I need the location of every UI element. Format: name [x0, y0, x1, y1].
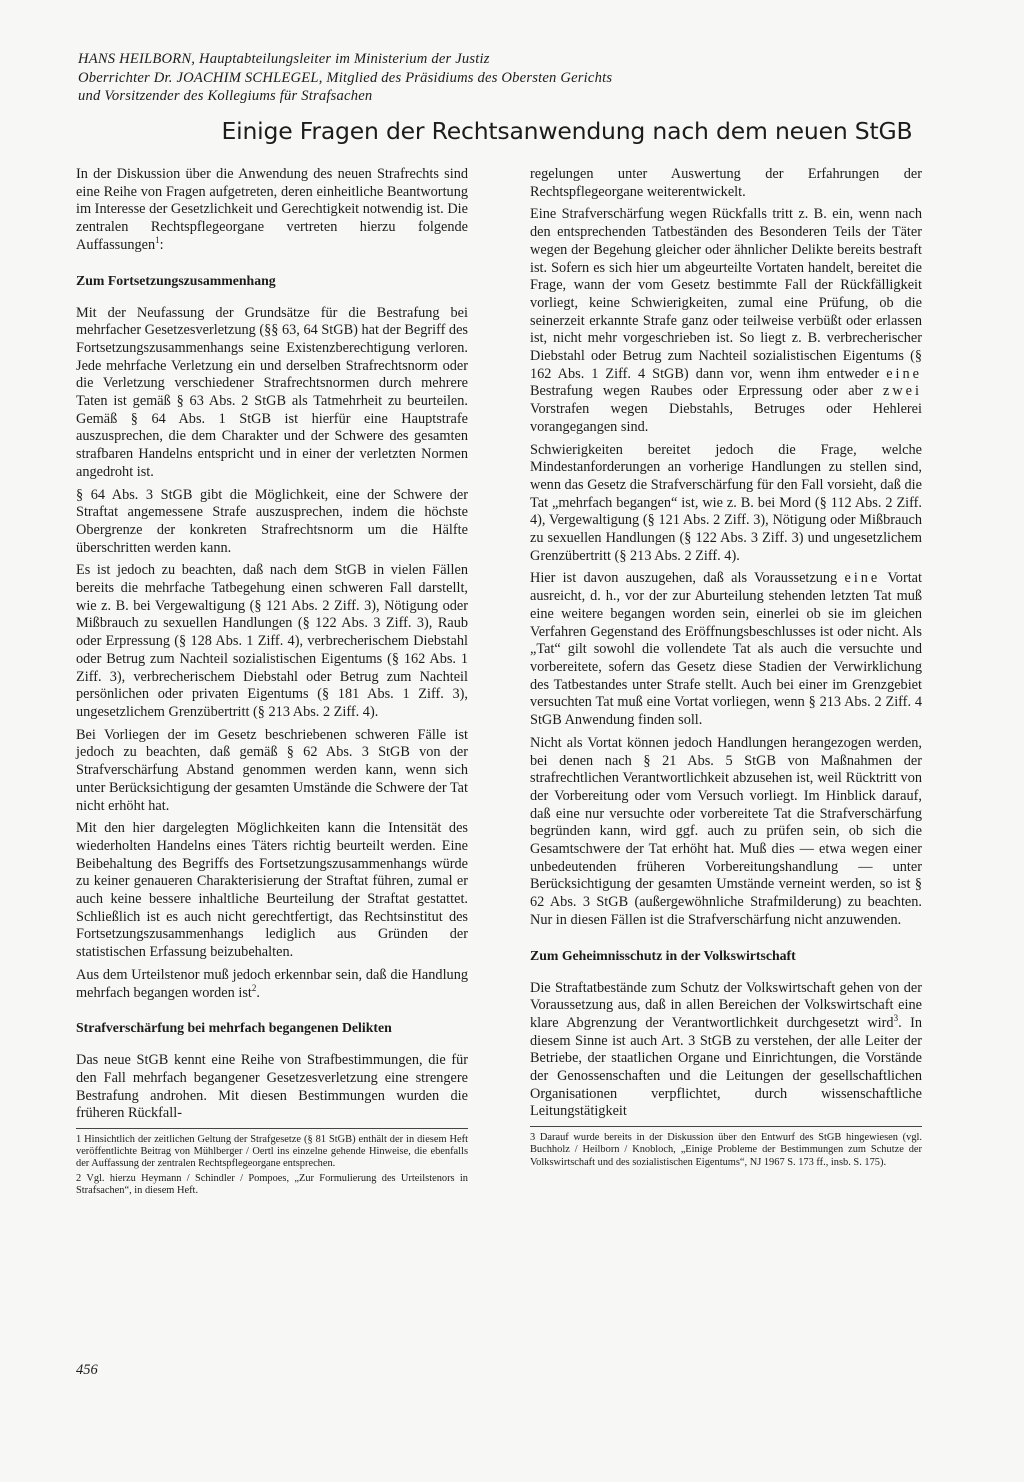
paragraph: Mit den hier dargelegten Möglichkeiten kann die Intensität des wiederholten Handelns eines Täters richtig beurteilt werden. Eine Beibehaltung des Begriffs des Fortsetzungszusammenhangs würde zu keiner genaueren Charakterisierung der Straftat führen, zumal er auch keine bessere inhaltliche Beurteilung der Straftat gestattet. Schließlich ist es auch nicht gerechtfertigt, das Rechtsinstitut des Fortsetzungszusammenhangs lediglich aus Gründen der statistischen Erfassung beizubehalten. — [76, 820, 468, 961]
right-column — [530, 166, 922, 1171]
section-heading-geheimnisschutz: Zum Geheimnisschutz in der Volkswirtschaft — [530, 947, 796, 963]
footnote-ref-1: 1 — [155, 235, 160, 246]
paragraph: Mit der Neufassung der Grundsätze für die Bestrafung bei mehrfacher Gesetzesverletzung (§§ 63, 64 StGB) hat der Begriff des Fortsetzungszusammenhangs seine Existenzberechtigung verloren. Jede mehrfache Verletzung ein und derselben Strafrechtsnorm oder die Verletzung verschiedener Strafrechtsnormen durch mehrere Taten ist gemäß § 63 Abs. 2 StGB als Tatmehrheit zu beurteilen. Gemäß § 64 Abs. 1 StGB ist hierfür eine Hauptstrafe auszusprechen, die dem Charakter und der Schwere des gesamten strafbaren Handelns entspricht und in einer der verletzten Normen angedroht ist. — [76, 304, 468, 480]
page-number: 456 — [76, 1362, 98, 1378]
paragraph: § 64 Abs. 3 StGB gibt die Möglichkeit, eine der Schwere der Straftat angemessene Strafe auszusprechen, indem die höchste Obergrenze der konkreten Strafrechtsnorm um die Hälfte überschritten werden kann. — [76, 486, 468, 556]
paragraph: Hier ist davon auszugehen, daß als Voraussetzung eine Vortat ausreicht, d. h., vor der zur Aburteilung stehenden letzten Tat muß eine weitere begangen worden sein, einerlei ob sie im gleichen Verfahren Gegenstand des Eröffnungsbeschlusses ist oder nicht. Als „Tat“ gilt sowohl die vollendete Tat als auch die versuchte und vorbereitete, sofern das Gesetz diese Stadien der Verwirklichung des Tatbestandes unter Strafe stellt. Auch bei einer im Grenzgebiet versuchten Tat muß eine Vortat vorliegen, wenn § 213 Abs. 2 Ziff. 4 StGB Anwendung finden soll. — [530, 570, 922, 729]
footnote-divider — [530, 1126, 922, 1127]
paragraph: Eine Strafverschärfung wegen Rückfalls tritt z. B. ein, wenn nach den entsprechenden Tatbeständen des Besonderen Teils der Täter wegen der Begehung gleicher oder ähnlicher Delikte bereits bestraft ist. Sofern es sich hier um abgeurteilte Vortaten handelt, bereitet die Frage, wann der vom Gesetz bestimmte Fall der Rückfälligkeit vorliegt, keine Schwierigkeiten, zumal eine Prüfung, ob die seinerzeit erkannte Strafe ganz oder teilweise verbüßt oder erlassen ist, nicht mehr vorgeschrieben ist. So liegt z. B. verbrecherischer Diebstahl oder Betrug zum Nachteil sozialistischen Eigentums (§ 162 Abs. 1 Ziff. 4 StGB) dann vor, wenn ihm entweder eine Bestrafung wegen Raubes oder Erpressung oder aber zwei Vorstrafen wegen Diebstahls, Betruges oder Hehlerei vorangegangen sind. — [530, 206, 923, 435]
footnote-divider — [76, 1128, 468, 1129]
footnote-2: 2 Vgl. hierzu Heymann / Schindler / Pompoes, „Zur Formulierung des Urteilstenors in Strafsachen“, in diesem Heft. — [76, 1172, 468, 1196]
left-column — [76, 166, 468, 1199]
paragraph: Nicht als Vortat können jedoch Handlungen herangezogen werden, bei denen nach § 21 Abs. 5 StGB von Maßnahmen der strafrechtlichen Verantwortlichkeit abzusehen ist, weil Rücktritt von der Vorbereitung oder vom Versuch vorliegt. Im Hinblick darauf, daß eine nur versuchte oder vorbereitete Tat die Strafverschärfung begründen kann, wird ggf. auch zu prüfen sein, ob sich die Gesamtschwere der Tat erhöht hat. Muß dies — etwa wegen einer unbedeutenden früheren Vorbereitungshandlung — unter Berücksichtigung der gesamten Umstände verneint werden, so ist § 62 Abs. 3 StGB (außergewöhnliche Strafmilderung) zu beachten. Nur in diesen Fällen ist die Strafverschärfung nicht anzuwenden. — [530, 734, 922, 928]
author-block — [78, 50, 958, 106]
paragraph: Bei Vorliegen der im Gesetz beschriebenen schweren Fälle ist jedoch zu beachten, daß gemäß § 62 Abs. 3 StGB von der Strafverschärfung Abstand genommen werden kann, wenn sich unter Berücksichtigung der gesamten Umstände die Schwere der Tat nicht erhöht hat. — [76, 726, 468, 814]
footnote-1: 1 Hinsichtlich der zeitlichen Geltung der Strafgesetze (§ 81 StGB) enthält der in diesem Heft veröffentlichte Beitrag von Mühlberger / Oertl ins einzelne gehende Hinweise, die ebenfalls der Auffassung der zentralen Rechtspflegeorgane entsprechen. — [76, 1134, 468, 1170]
section-heading-strafverschaerfung: Strafverschärfung bei mehrfach begangenen Delikten — [76, 1020, 392, 1036]
intro-paragraph: In der Diskussion über die Anwendung des neuen Strafrechts sind eine Reihe von Fragen aufgetreten, deren einheitliche Beantwortung im Interesse der Gesetzlichkeit und Gerechtigkeit notwendig ist. Die zentralen Rechtspflegeorgane vertreten hierzu folgende Auffassungen$^1$: — [76, 166, 468, 253]
footnote-3: 3 Darauf wurde bereits in der Diskussion über den Entwurf des StGB hingewiesen (vgl. Buchholz / Heilborn / Knobloch, „Einige Probleme der Bestimmungen zum Schutze der Volkswirtschaft und des sozialistischen Eigentums“, NJ 1967 S. 173 ff., insb. S. 175). — [530, 1132, 922, 1168]
article-title: Einige Fragen der Rechtsanwendung nach dem neuen StGB — [221, 117, 913, 145]
paragraph: Das neue StGB kennt eine Reihe von Strafbestimmungen, die für den Fall mehrfach begangener Gesetzesverletzung eine strengere Bestrafung androhen. Mit diesen Bestimmungen wurden die früheren Rückfall- — [76, 1052, 468, 1122]
paragraph: Es ist jedoch zu beachten, daß nach dem StGB in vielen Fällen bereits die mehrfache Tatbegehung einen schweren Fall darstellt, wie z. B. bei Vergewaltigung (§ 121 Abs. 2 Ziff. 3), Nötigung oder Mißbrauch zu sexuellen Handlungen (§ 122 Abs. 3 Ziff. 3), Raub oder Erpressung (§ 128 Abs. 1 Ziff. 4), verbrecherischem Diebstahl oder Betrug zum Nachteil sozialistischen Eigentums (§ 162 Abs. 1 Ziff. 3), verbrecherischem Diebstahl oder Betrug zum Nachteil persönlichen oder privaten Eigentums (§ 181 Abs. 1 Ziff. 3), ungesetzlichem Grenzübertritt (§ 213 Abs. 2 Ziff. 4). — [76, 562, 468, 720]
footnote-ref-2: 2 — [251, 982, 257, 993]
paragraph: Die Straftatbestände zum Schutz der Volkswirtschaft gehen von der Voraussetzung aus, daß in allen Bereichen der Volkswirtschaft eine klare Abgrenzung der Verantwortlichkeit durchgesetzt wird$^3$. In diesem Sinne ist auch Art. 3 StGB zu verstehen, der alle Leiter der Betriebe, der staatlichen Organe und Einrichtungen, die Vorstände der Genossenschaften und die Leitungen der gesellschaftlichen Organisationen verpflichtet, durch wissenschaftliche Leitungstätigkeit — [530, 979, 922, 1120]
author-line-3: und Vorsitzender des Kollegiums für Strafsachen — [78, 88, 373, 104]
author-line-1: HANS HEILBORN, Hauptabteilungsleiter im Ministerium der Justiz — [78, 51, 490, 67]
paragraph: Schwierigkeiten bereitet jedoch die Frage, welche Mindestanforderungen an vorherige Handlungen zu stellen sind, wenn das Gesetz die Strafverschärfung für den Fall vorsieht, daß die Tat „mehrfach begangen“ ist, wie z. B. bei Mord (§ 112 Abs. 2 Ziff. 4), Vergewaltigung (§ 121 Abs. 2 Ziff. 3), Nötigung oder Mißbrauch zu sexuellen Handlungen (§ 122 Abs. 3 Ziff. 3) und ungesetzlichem Grenzübertritt (§ 213 Abs. 2 Ziff. 4). — [530, 441, 922, 564]
footnote-ref-3: 3 — [893, 1013, 899, 1024]
paragraph: Aus dem Urteilstenor muß jedoch erkennbar sein, daß die Handlung mehrfach begangen worden ist$^2$. — [76, 966, 468, 1001]
section-heading-fortsetzung: Zum Fortsetzungszusammenhang — [76, 272, 276, 288]
author-line-2: Oberrichter Dr. JOACHIM SCHLEGEL, Mitglied des Präsidiums des Obersten Gerichts — [78, 69, 613, 86]
paragraph: regelungen unter Auswertung der Erfahrungen der Rechtspflegeorgane weiterentwickelt. — [530, 166, 922, 200]
